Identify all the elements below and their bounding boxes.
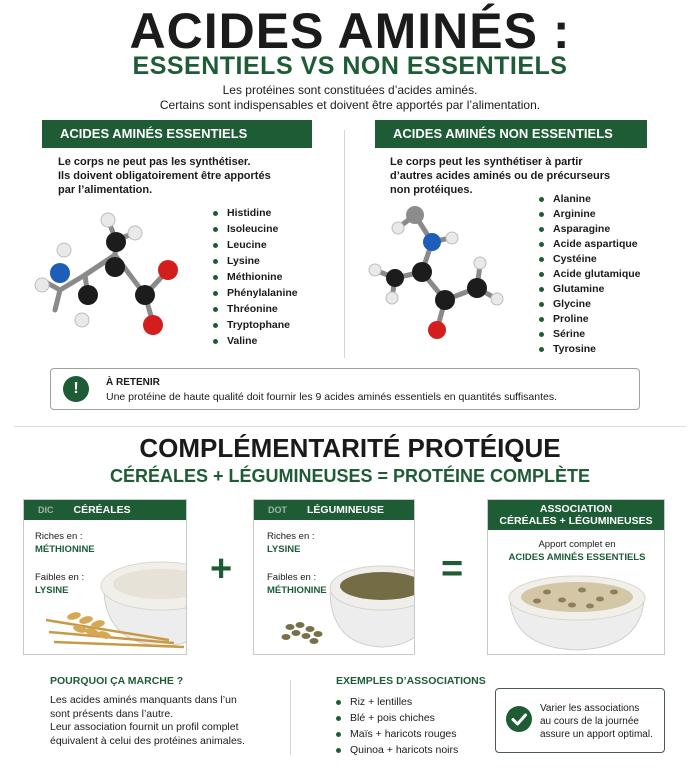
retain-title: À RETENIR — [106, 377, 160, 388]
why-line-1: Les acides aminés manquants dans l’un — [50, 694, 237, 706]
carbon-atom — [106, 232, 126, 252]
section-divider — [14, 426, 686, 427]
association-card — [487, 499, 665, 655]
carbon-atom — [386, 269, 404, 287]
non-essential-amino-acid-list — [539, 192, 641, 357]
list-item: Histidine — [213, 205, 298, 221]
hydrogen-atom — [35, 278, 49, 292]
cereals-rich-value: MÉTHIONINE — [35, 544, 95, 555]
oxygen-atom — [143, 315, 163, 335]
hydrogen-atom — [369, 264, 381, 276]
plus-sign: + — [210, 548, 233, 590]
hydrogen-atom — [57, 243, 71, 257]
list-item: Glycine — [539, 297, 641, 312]
column-divider — [290, 680, 291, 755]
list-item: Phénylalanine — [213, 285, 298, 301]
cereals-weak-value: LYSINE — [35, 585, 69, 596]
essentials-desc-line-2: Ils doivent obligatoirement être apportés — [58, 170, 271, 182]
why-line-2: sont présents dans l’autre. — [50, 707, 174, 720]
complementarity-title: COMPLÉMENTARITÉ PROTÉIQUE — [139, 433, 561, 463]
why-line-3: Leur association fournit un profil complet — [50, 721, 239, 733]
list-item: Arginine — [539, 207, 641, 222]
essentials-desc-line-3: par l’alimentation. — [58, 184, 153, 196]
list-item: Tryptophane — [213, 317, 298, 333]
tip-line-1: Varier les associations — [540, 703, 640, 714]
carbon-atom — [135, 285, 155, 305]
legumes-weak-value: MÉTHIONINE — [267, 585, 327, 596]
list-item: Glutamine — [539, 282, 641, 297]
association-card-header — [488, 500, 664, 530]
legumes-rich-value: LYSINE — [267, 544, 301, 555]
why-line-4: équivalent à celui des protéines animales. — [50, 734, 245, 747]
non-essential-molecule-illustration — [360, 200, 510, 350]
list-item: Maïs + haricots rouges — [336, 726, 458, 742]
oxygen-atom — [158, 260, 178, 280]
essential-molecule-illustration — [30, 205, 200, 355]
hydrogen-atom — [101, 213, 115, 227]
why-title: POURQUOI ÇA MARCHE ? — [50, 675, 184, 687]
essential-amino-acid-list — [213, 205, 298, 349]
hydrogen-atom — [474, 257, 486, 269]
carbon-atom — [406, 206, 424, 224]
list-item: Sérine — [539, 327, 641, 342]
equals-sign: = — [441, 548, 464, 590]
tip-callout — [495, 688, 665, 753]
tip-text — [540, 702, 660, 741]
mixed-bowl-illustration — [502, 570, 652, 654]
nitrogen-atom — [423, 233, 441, 251]
tip-line-3: assure un apport optimal. — [540, 729, 653, 740]
cereals-weak-label: Faibles en : — [35, 572, 85, 583]
list-item: Lysine — [213, 253, 298, 269]
non-essentials-desc-line-3: non protéiques. — [390, 184, 473, 196]
carbon-atom — [412, 262, 432, 282]
column-divider — [344, 130, 345, 358]
list-item: Acide aspartique — [539, 237, 641, 252]
retain-callout — [50, 368, 640, 410]
examples-title: EXEMPLES D’ASSOCIATIONS — [336, 675, 486, 687]
hydrogen-atom — [446, 232, 458, 244]
list-item: Tyrosine — [539, 342, 641, 357]
cereals-code: DIC — [38, 505, 54, 515]
list-item: Isoleucine — [213, 221, 298, 237]
check-icon — [506, 706, 532, 732]
intro-line-1: Les protéines sont constituées d’acides aminés. — [222, 83, 478, 97]
list-item: Leucine — [213, 237, 298, 253]
tip-line-2: au cours de la journée — [540, 716, 639, 727]
non-essentials-banner: ACIDES AMINÉS NON ESSENTIELS — [375, 120, 647, 148]
list-item: Proline — [539, 312, 641, 327]
list-item: Valine — [213, 333, 298, 349]
association-label-line-2: CÉRÉALES + LÉGUMINEUSES — [499, 515, 653, 527]
rice-bowl-illustration — [44, 550, 187, 655]
essentials-desc-line-1: Le corps ne peut pas les synthétiser. — [58, 156, 251, 168]
main-title: ACIDES AMINÉS : — [129, 3, 571, 59]
list-item: Quinoa + haricots noirs — [336, 742, 458, 758]
cereals-card-header — [24, 500, 186, 520]
lentil-bowl-illustration — [274, 555, 415, 655]
exclamation-icon: ! — [63, 376, 89, 402]
non-essentials-desc-line-2: d’autres acides aminés ou de précurseurs — [390, 170, 611, 182]
retain-text: Une protéine de haute qualité doit fournir les 9 acides aminés essentiels en quantités suffisantes. — [106, 391, 558, 403]
why-text — [50, 694, 275, 748]
non-essentials-desc-line-1: Le corps peut les synthétiser à partir — [390, 156, 583, 168]
carbon-atom — [78, 285, 98, 305]
association-desc: Apport complet en — [538, 539, 616, 550]
carbon-atom — [435, 290, 455, 310]
check-mark — [506, 706, 532, 732]
list-item: Thréonine — [213, 301, 298, 317]
cereals-label: CÉRÉALES — [73, 504, 131, 516]
legumes-card — [253, 499, 415, 655]
association-label-line-1: ASSOCIATION — [539, 503, 613, 515]
list-item: Méthionine — [213, 269, 298, 285]
carbon-atom — [105, 257, 125, 277]
nitrogen-atom — [50, 263, 70, 283]
essentials-description — [58, 155, 288, 197]
complementarity-subtitle: CÉRÉALES + LÉGUMINEUSES = PROTÉINE COMPLÈTE — [109, 466, 591, 486]
hydrogen-atom — [128, 226, 142, 240]
main-subtitle: ESSENTIELS VS NON ESSENTIELS — [132, 52, 568, 80]
list-item: Blé + pois chiches — [336, 710, 458, 726]
legumes-code: DOT — [268, 505, 287, 515]
list-item: Acide glutamique — [539, 267, 641, 282]
legumes-rich-label: Riches en : — [267, 531, 315, 542]
list-item: Asparagine — [539, 222, 641, 237]
legumes-label: LÉGUMINEUSE — [307, 504, 385, 516]
cereals-rich-label: Riches en : — [35, 531, 83, 542]
hydrogen-atom — [75, 313, 89, 327]
legumes-weak-label: Faibles en : — [267, 572, 317, 583]
list-item: Cystéine — [539, 252, 641, 267]
hydrogen-atom — [491, 293, 503, 305]
legumes-card-header — [254, 500, 414, 520]
list-item: Alanine — [539, 192, 641, 207]
cereals-card — [23, 499, 187, 655]
oxygen-atom — [428, 321, 446, 339]
hydrogen-atom — [386, 292, 398, 304]
essentials-banner: ACIDES AMINÉS ESSENTIELS — [42, 120, 312, 148]
association-value: ACIDES AMINÉS ESSENTIELS — [508, 552, 646, 563]
carbon-atom — [467, 278, 487, 298]
intro-line-2: Certains sont indispensables et doivent être apportés par l’alimentation. — [159, 98, 541, 112]
non-essentials-description — [390, 155, 630, 197]
examples-list — [336, 694, 458, 758]
list-item: Riz + lentilles — [336, 694, 458, 710]
hydrogen-atom — [392, 222, 404, 234]
